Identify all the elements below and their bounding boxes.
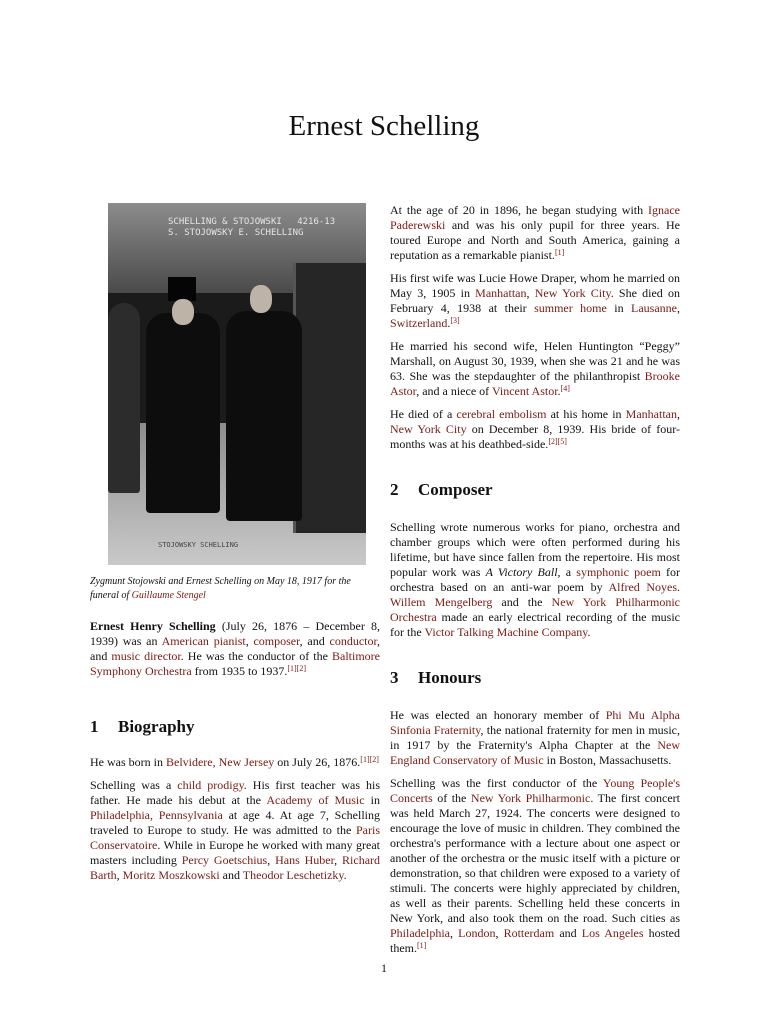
body-text: Schelling wrote numerous works for piano, orchestra and chamber groups which were often performed during his lifetime, but have since fallen from the repertoire. His most popular work was <box>390 520 680 579</box>
body-text: , <box>495 926 504 940</box>
link-richard-barth[interactable]: Richard Barth <box>90 853 381 882</box>
link-hans-huber[interactable]: Hans Huber <box>275 853 335 867</box>
photo-label-line2: S. STOJOWSKY E. SCHELLING <box>168 228 304 238</box>
citation[interactable]: [1] <box>554 248 565 257</box>
intro-text: from 1935 to 1937. <box>191 664 288 678</box>
intro-text: , and <box>299 634 330 648</box>
body-text: in <box>364 793 380 807</box>
citation[interactable]: [1] <box>417 941 427 950</box>
link-ny-philharmonic-orchestra[interactable]: New York Philharmonic Orchestra <box>390 595 680 624</box>
link-paris-conservatoire[interactable]: Paris Conservatoire <box>90 823 380 852</box>
body-text: He was elected an honorary member of <box>390 708 606 722</box>
caption-text: Zygmunt Stojowski and Ernest Schelling on May 18, 1917 for the funeral of <box>90 576 351 601</box>
work-title: A Victory Ball <box>485 565 558 579</box>
link-moritz-moszkowski[interactable]: Moritz Moszkowski <box>122 868 220 882</box>
honours-paragraph-2 <box>390 776 680 956</box>
link-ny-philharmonic[interactable]: New York Philharmonic <box>470 791 591 805</box>
link-philadelphia[interactable]: Philadelphia <box>390 926 450 940</box>
page-number: 1 <box>381 961 387 975</box>
link-alfred-noyes[interactable]: Alfred Noyes <box>608 580 677 594</box>
photo-label-bottom: STOJOWSKY SCHELLING <box>158 541 239 549</box>
link-ignace-paderewski[interactable]: Ignace Paderewski <box>390 203 680 232</box>
body-text: , <box>526 286 535 300</box>
body-text: At the age of 20 in 1896, he began studying with <box>390 203 649 217</box>
citation[interactable]: [1][2] <box>287 664 306 673</box>
section-heading-biography <box>90 717 380 737</box>
link-new-york-city[interactable]: New York City <box>390 422 467 436</box>
link-willem-mengelberg[interactable]: Willem Mengelberg <box>390 595 493 609</box>
link-new-york-city[interactable]: New York City <box>534 286 611 300</box>
body-text: at age 4. At age 7, Schelling traveled to Europe to study. He was admitted to the <box>90 808 380 837</box>
biography-paragraph-6 <box>390 407 680 452</box>
link-baltimore-symphony[interactable]: Baltimore Symphony Orchestra <box>90 649 380 678</box>
link-belvidere[interactable]: Belvidere, New Jersey <box>165 755 275 769</box>
link-summer-home[interactable]: summer home <box>534 301 607 315</box>
link-music-director[interactable]: music director <box>111 649 181 663</box>
intro-text: . He was the conductor of the <box>180 649 332 663</box>
intro-text: , <box>245 634 254 648</box>
link-pianist[interactable]: pianist <box>213 634 246 648</box>
link-child-prodigy[interactable]: child prodigy <box>177 778 244 792</box>
photo-label-line1: SCHELLING & STOJOWSKI <box>168 217 282 227</box>
page-title: Ernest Schelling <box>288 110 480 142</box>
figure-caption <box>90 575 380 603</box>
citation[interactable]: [4] <box>560 384 570 393</box>
link-new-england-conservatory[interactable]: New England Conservatory of Music <box>390 738 680 767</box>
body-text: , <box>267 853 276 867</box>
body-text: in Boston, Massachusetts. <box>543 753 672 767</box>
body-text: , <box>116 868 123 882</box>
body-text: , a <box>557 565 577 579</box>
body-text: . <box>677 580 680 594</box>
link-switzerland[interactable]: Switzerland <box>390 316 448 330</box>
biography-paragraph-5 <box>390 339 680 399</box>
body-text: . <box>557 384 561 398</box>
body-text: of the <box>432 791 471 805</box>
link-vincent-astor[interactable]: Vincent Astor <box>491 384 558 398</box>
right-column <box>390 203 680 964</box>
section-heading-composer <box>390 480 680 500</box>
link-american[interactable]: American <box>161 634 209 648</box>
link-rotterdam[interactable]: Rotterdam <box>503 926 555 940</box>
body-text: in <box>606 301 632 315</box>
intro-paragraph <box>90 619 380 679</box>
figure-schelling <box>226 311 302 521</box>
biography-paragraph-4 <box>390 271 680 331</box>
body-text: . She died on February 4, 1938 at their <box>390 286 680 315</box>
body-text: at his home in <box>546 407 626 421</box>
body-text: , and a niece of <box>416 384 492 398</box>
top-hat <box>168 277 196 301</box>
section-heading-honours <box>390 668 680 688</box>
historical-photo <box>108 203 366 565</box>
body-text: He died of a <box>390 407 457 421</box>
link-lausanne[interactable]: Lausanne <box>631 301 677 315</box>
body-text: He married his second wife, Helen Huntington “Peggy” Marshall, on August 30, 1939, when she was 21 and he was 63. She was the stepdaughter of the philanthropist <box>390 339 680 383</box>
body-text: made an early electrical recording of the music for the <box>390 610 680 639</box>
link-victor-talking-machine[interactable]: Victor Talking Machine Company <box>424 625 588 639</box>
body-text: He was born in <box>90 755 166 769</box>
body-text: and <box>554 926 582 940</box>
link-percy-goetschius[interactable]: Percy Goetschius <box>181 853 268 867</box>
body-text: Schelling was a <box>90 778 178 792</box>
link-manhattan[interactable]: Manhattan <box>475 286 527 300</box>
body-text: . <box>587 625 591 639</box>
photo-label-top <box>168 217 335 239</box>
section-number: 2 <box>390 480 399 499</box>
biography-paragraph-3 <box>390 203 680 263</box>
body-text: on July 26, 1876. <box>274 755 361 769</box>
section-title: Honours <box>418 668 482 687</box>
body-text: and <box>219 868 243 882</box>
citation[interactable]: [1][2] <box>360 755 379 764</box>
intro-text: (July 26, 1876 – December 8, 1939) was an <box>90 619 380 648</box>
subject-name: Ernest Henry Schelling <box>90 619 216 633</box>
link-guillaume-stengel[interactable]: Guillaume Stengel <box>131 590 206 601</box>
link-philadelphia[interactable]: Philadelphia, Pennsylvania <box>90 808 223 822</box>
biography-paragraph-1 <box>90 755 380 770</box>
left-column <box>90 203 380 891</box>
section-title: Biography <box>118 717 195 736</box>
body-text: . <box>447 316 451 330</box>
link-london[interactable]: London <box>458 926 496 940</box>
body-text: , <box>334 853 343 867</box>
link-young-peoples-concerts[interactable]: Young People's Concerts <box>390 776 680 805</box>
body-text: hosted them. <box>390 926 680 955</box>
biography-paragraph-2 <box>90 778 380 883</box>
section-title: Composer <box>418 480 493 499</box>
body-text: , <box>677 301 680 315</box>
link-manhattan[interactable]: Manhattan <box>625 407 677 421</box>
intro-text: , and <box>90 634 381 663</box>
citation[interactable]: [3] <box>450 316 460 325</box>
photo-label-id: 4216-13 <box>297 217 336 227</box>
body-text: on December 8, 1939. His bride of four-months was at his deathbed-side. <box>390 422 680 451</box>
link-cerebral-embolism[interactable]: cerebral embolism <box>456 407 547 421</box>
body-text: , <box>677 407 680 421</box>
link-conductor[interactable]: conductor <box>329 634 378 648</box>
body-text: . While in Europe he worked with many great masters including <box>90 838 380 867</box>
section-number: 3 <box>390 668 399 687</box>
body-text: . His first teacher was his father. He made his debut at the <box>90 778 380 807</box>
body-text: , <box>450 926 459 940</box>
photo-car <box>293 263 366 533</box>
body-text: and the <box>492 595 552 609</box>
body-text: Schelling was the first conductor of the <box>390 776 603 790</box>
body-text: . <box>343 868 347 882</box>
composer-paragraph <box>390 520 680 640</box>
link-theodor-leschetizky[interactable]: Theodor Leschetizky <box>242 868 344 882</box>
body-text: and was his only pupil for three years. He toured Europe and North and South America, gaining a reputation as a remarkable pianist. <box>390 218 680 262</box>
body-text: for orchestra based on an anti-war poem by <box>390 565 681 594</box>
link-academy-of-music[interactable]: Academy of Music <box>266 793 365 807</box>
link-los-angeles[interactable]: Los Angeles <box>581 926 644 940</box>
link-composer[interactable]: composer <box>253 634 300 648</box>
face-stojowski <box>172 299 194 325</box>
citation[interactable]: [2][5] <box>548 437 567 446</box>
link-brooke-astor[interactable]: Brooke Astor <box>390 369 680 398</box>
face-schelling <box>250 285 272 313</box>
honours-paragraph-1 <box>390 708 680 768</box>
link-symphonic-poem[interactable]: symphonic poem <box>576 565 661 579</box>
body-text: , the national fraternity for men in music, in 1917 by the Fraternity's Alpha Chapter at the <box>390 723 680 752</box>
figure-stojowski <box>146 313 220 513</box>
section-number: 1 <box>90 717 99 736</box>
body-text: . The first concert was held March 27, 1924. The concerts were designed to encourage the love of music in children. They combined the orchestra's performance with a lecture about one aspect or another of the orchestra or the music itself with a picture or demonstration, so that children were exposed to a variety of stimuli. The concerts were highly appreciated by children, as well as their parents. Schelling held these concerts in New York, and also took them on the road. Such cities as <box>390 791 681 925</box>
body-text: His first wife was Lucie Howe Draper, whom he married on May 3, 1905 in <box>390 271 680 300</box>
link-phi-mu-alpha[interactable]: Phi Mu Alpha Sinfonia Fraternity <box>390 708 680 737</box>
figure-background-left <box>108 303 140 493</box>
